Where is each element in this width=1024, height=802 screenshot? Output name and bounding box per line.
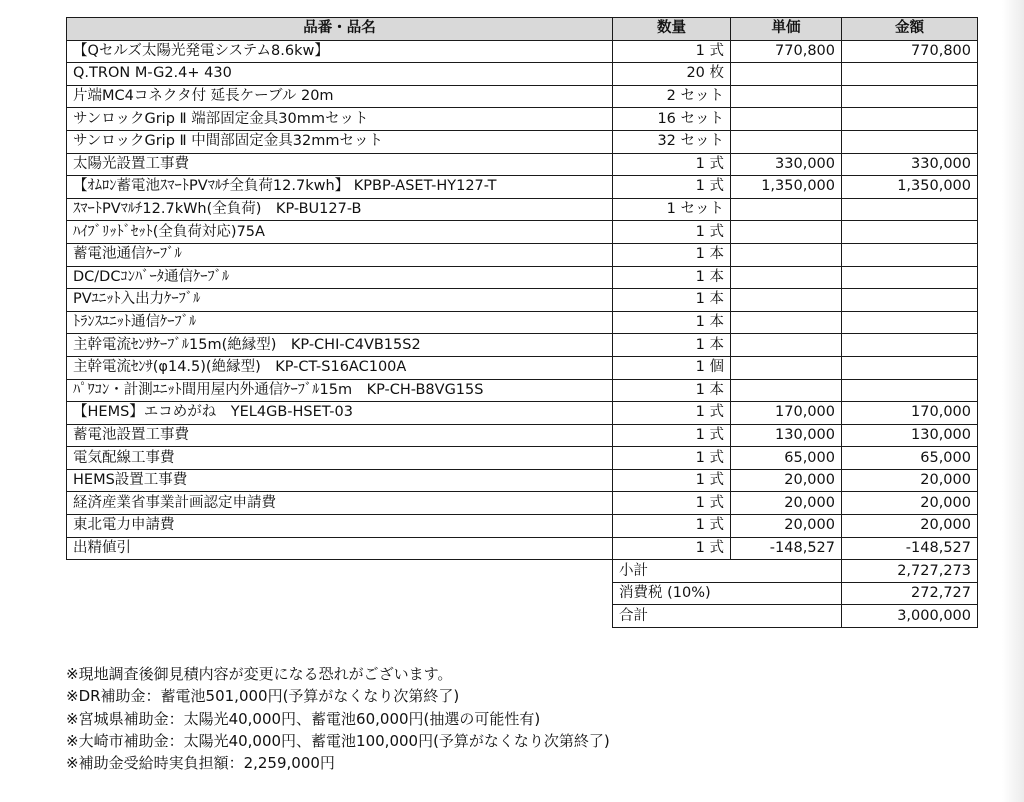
quantity-cell: 1 式 xyxy=(613,537,731,560)
table-row xyxy=(67,266,978,289)
item-name-cell: 東北電力申請費 xyxy=(67,515,613,538)
amount-cell xyxy=(842,198,978,221)
amount-cell: 20,000 xyxy=(842,492,978,515)
table-row xyxy=(67,243,978,266)
quantity-cell: 1 式 xyxy=(613,447,731,470)
quantity-cell: 1 個 xyxy=(613,356,731,379)
amount-cell xyxy=(842,334,978,357)
item-name-cell: ｽﾏｰﾄPVﾏﾙﾁ12.7kWh(全負荷) KP-BU127-B xyxy=(67,198,613,221)
header-amount: 金額 xyxy=(842,18,978,41)
summary-spacer xyxy=(67,605,613,628)
header-item-name: 品番・品名 xyxy=(67,18,613,41)
unit-price-cell: -148,527 xyxy=(731,537,842,560)
quantity-cell: 1 式 xyxy=(613,492,731,515)
amount-cell: 20,000 xyxy=(842,515,978,538)
quantity-cell: 1 式 xyxy=(613,424,731,447)
unit-price-cell: 1,350,000 xyxy=(731,176,842,199)
amount-cell xyxy=(842,63,978,86)
item-name-cell: 出精値引 xyxy=(67,537,613,560)
unit-price-cell xyxy=(731,266,842,289)
unit-price-cell xyxy=(731,356,842,379)
table-row xyxy=(67,130,978,153)
amount-cell xyxy=(842,221,978,244)
unit-price-cell xyxy=(731,334,842,357)
unit-price-cell: 130,000 xyxy=(731,424,842,447)
item-name-cell: 【Qセルズ太陽光発電システム8.6kw】 xyxy=(67,40,613,63)
summary-spacer xyxy=(67,582,613,605)
item-name-cell: 主幹電流ｾﾝｻｹｰﾌﾞﾙ15m(絶縁型) KP-CHI-C4VB15S2 xyxy=(67,334,613,357)
table-row xyxy=(67,221,978,244)
amount-cell: 170,000 xyxy=(842,402,978,425)
quantity-cell: 32 セット xyxy=(613,130,731,153)
table-header-row xyxy=(67,18,978,41)
unit-price-cell xyxy=(731,221,842,244)
item-name-cell: サンロックGrip Ⅱ 端部固定金具30mmセット xyxy=(67,108,613,131)
page-edge-shadow xyxy=(1002,0,1024,802)
amount-cell xyxy=(842,356,978,379)
item-name-cell: 蓄電池通信ｹｰﾌﾞﾙ xyxy=(67,243,613,266)
unit-price-cell: 770,800 xyxy=(731,40,842,63)
unit-price-cell: 65,000 xyxy=(731,447,842,470)
table-row xyxy=(67,176,978,199)
table-row xyxy=(67,469,978,492)
item-name-cell: ﾄﾗﾝｽﾕﾆｯﾄ通信ｹｰﾌﾞﾙ xyxy=(67,311,613,334)
note-line: ※大崎市補助金：太陽光40,000円、蓄電池100,000円(予算がなくなり次第終了) xyxy=(66,731,610,750)
unit-price-cell: 330,000 xyxy=(731,153,842,176)
table-row xyxy=(67,424,978,447)
quantity-cell: 1 本 xyxy=(613,379,731,402)
summary-row xyxy=(67,560,978,583)
unit-price-cell: 170,000 xyxy=(731,402,842,425)
note-line: ※DR補助金：蓄電池501,000円(予算がなくなり次第終了) xyxy=(66,687,460,706)
unit-price-cell xyxy=(731,63,842,86)
quantity-cell: 16 セット xyxy=(613,108,731,131)
table-row xyxy=(67,537,978,560)
table-row xyxy=(67,85,978,108)
quantity-cell: 1 本 xyxy=(613,266,731,289)
item-name-cell: サンロックGrip Ⅱ 中間部固定金具32mmセット xyxy=(67,130,613,153)
table-row xyxy=(67,492,978,515)
quantity-cell: 1 式 xyxy=(613,221,731,244)
note-line: ※補助金受給時実負担額：2,259,000円 xyxy=(66,754,335,773)
summary-label: 合計 xyxy=(613,605,842,628)
table-row xyxy=(67,108,978,131)
item-name-cell: Q.TRON M-G2.4+ 430 xyxy=(67,63,613,86)
note-line: ※現地調査後御見積内容が変更になる恐れがございます。 xyxy=(66,665,453,683)
quantity-cell: 1 本 xyxy=(613,289,731,312)
quantity-cell: 1 セット xyxy=(613,198,731,221)
quantity-cell: 1 本 xyxy=(613,311,731,334)
notes-section xyxy=(66,663,610,774)
unit-price-cell xyxy=(731,130,842,153)
quantity-cell: 1 式 xyxy=(613,153,731,176)
amount-cell: 770,800 xyxy=(842,40,978,63)
quantity-cell: 1 式 xyxy=(613,469,731,492)
table-row xyxy=(67,198,978,221)
amount-cell xyxy=(842,379,978,402)
unit-price-cell: 20,000 xyxy=(731,492,842,515)
amount-cell: 65,000 xyxy=(842,447,978,470)
estimate-table xyxy=(66,17,978,628)
amount-cell xyxy=(842,311,978,334)
table-row xyxy=(67,356,978,379)
summary-spacer xyxy=(67,560,613,583)
item-name-cell: 主幹電流ｾﾝｻ(φ14.5)(絶縁型) KP-CT-S16AC100A xyxy=(67,356,613,379)
unit-price-cell xyxy=(731,85,842,108)
item-name-cell: 電気配線工事費 xyxy=(67,447,613,470)
header-unit-price: 単価 xyxy=(731,18,842,41)
unit-price-cell xyxy=(731,379,842,402)
summary-value: 2,727,273 xyxy=(842,560,978,583)
amount-cell xyxy=(842,85,978,108)
table-row xyxy=(67,40,978,63)
item-name-cell: 片端MC4コネクタ付 延長ケーブル 20m xyxy=(67,85,613,108)
amount-cell xyxy=(842,289,978,312)
unit-price-cell xyxy=(731,243,842,266)
summary-row xyxy=(67,582,978,605)
table-row xyxy=(67,289,978,312)
amount-cell xyxy=(842,108,978,131)
item-name-cell: ﾊｲﾌﾞﾘｯﾄﾞｾｯﾄ(全負荷対応)75A xyxy=(67,221,613,244)
unit-price-cell xyxy=(731,311,842,334)
quantity-cell: 2 セット xyxy=(613,85,731,108)
table-row xyxy=(67,311,978,334)
item-name-cell: 蓄電池設置工事費 xyxy=(67,424,613,447)
table-row xyxy=(67,334,978,357)
quantity-cell: 1 式 xyxy=(613,176,731,199)
amount-cell: 130,000 xyxy=(842,424,978,447)
amount-cell: 20,000 xyxy=(842,469,978,492)
unit-price-cell: 20,000 xyxy=(731,515,842,538)
amount-cell xyxy=(842,130,978,153)
amount-cell: 1,350,000 xyxy=(842,176,978,199)
amount-cell xyxy=(842,266,978,289)
quantity-cell: 1 本 xyxy=(613,334,731,357)
unit-price-cell: 20,000 xyxy=(731,469,842,492)
item-name-cell: ﾊﾟﾜｺﾝ・計測ﾕﾆｯﾄ間用屋内外通信ｹｰﾌﾞﾙ15m KP-CH-B8VG15S xyxy=(67,379,613,402)
amount-cell: 330,000 xyxy=(842,153,978,176)
note-line: ※宮城県補助金：太陽光40,000円、蓄電池60,000円(抽選の可能性有) xyxy=(66,709,541,728)
quantity-cell: 1 式 xyxy=(613,402,731,425)
unit-price-cell xyxy=(731,198,842,221)
header-quantity: 数量 xyxy=(613,18,731,41)
item-name-cell: PVﾕﾆｯﾄ入出力ｹｰﾌﾞﾙ xyxy=(67,289,613,312)
quantity-cell: 1 式 xyxy=(613,515,731,538)
quantity-cell: 1 式 xyxy=(613,40,731,63)
summary-block xyxy=(67,560,978,628)
item-name-cell: 経済産業省事業計画認定申請費 xyxy=(67,492,613,515)
summary-label: 小計 xyxy=(613,560,842,583)
item-name-cell: 太陽光設置工事費 xyxy=(67,153,613,176)
table-row xyxy=(67,153,978,176)
table-row xyxy=(67,63,978,86)
unit-price-cell xyxy=(731,108,842,131)
amount-cell: -148,527 xyxy=(842,537,978,560)
unit-price-cell xyxy=(731,289,842,312)
summary-value: 3,000,000 xyxy=(842,605,978,628)
summary-label: 消費税 (10%) xyxy=(613,582,842,605)
item-name-cell: 【ｵﾑﾛﾝ蓄電池ｽﾏｰﾄPVﾏﾙﾁ全負荷12.7kwh】 KPBP-ASET-HY127-T xyxy=(67,176,613,199)
summary-value: 272,727 xyxy=(842,582,978,605)
quantity-cell: 1 本 xyxy=(613,243,731,266)
summary-row xyxy=(67,605,978,628)
table-row xyxy=(67,447,978,470)
table-row xyxy=(67,402,978,425)
item-name-cell: 【HEMS】エコめがね YEL4GB-HSET-03 xyxy=(67,402,613,425)
quantity-cell: 20 枚 xyxy=(613,63,731,86)
table-row xyxy=(67,379,978,402)
table-row xyxy=(67,515,978,538)
item-name-cell: HEMS設置工事費 xyxy=(67,469,613,492)
item-name-cell: DC/DCｺﾝﾊﾞｰﾀ通信ｹｰﾌﾞﾙ xyxy=(67,266,613,289)
table-body xyxy=(67,40,978,560)
amount-cell xyxy=(842,243,978,266)
